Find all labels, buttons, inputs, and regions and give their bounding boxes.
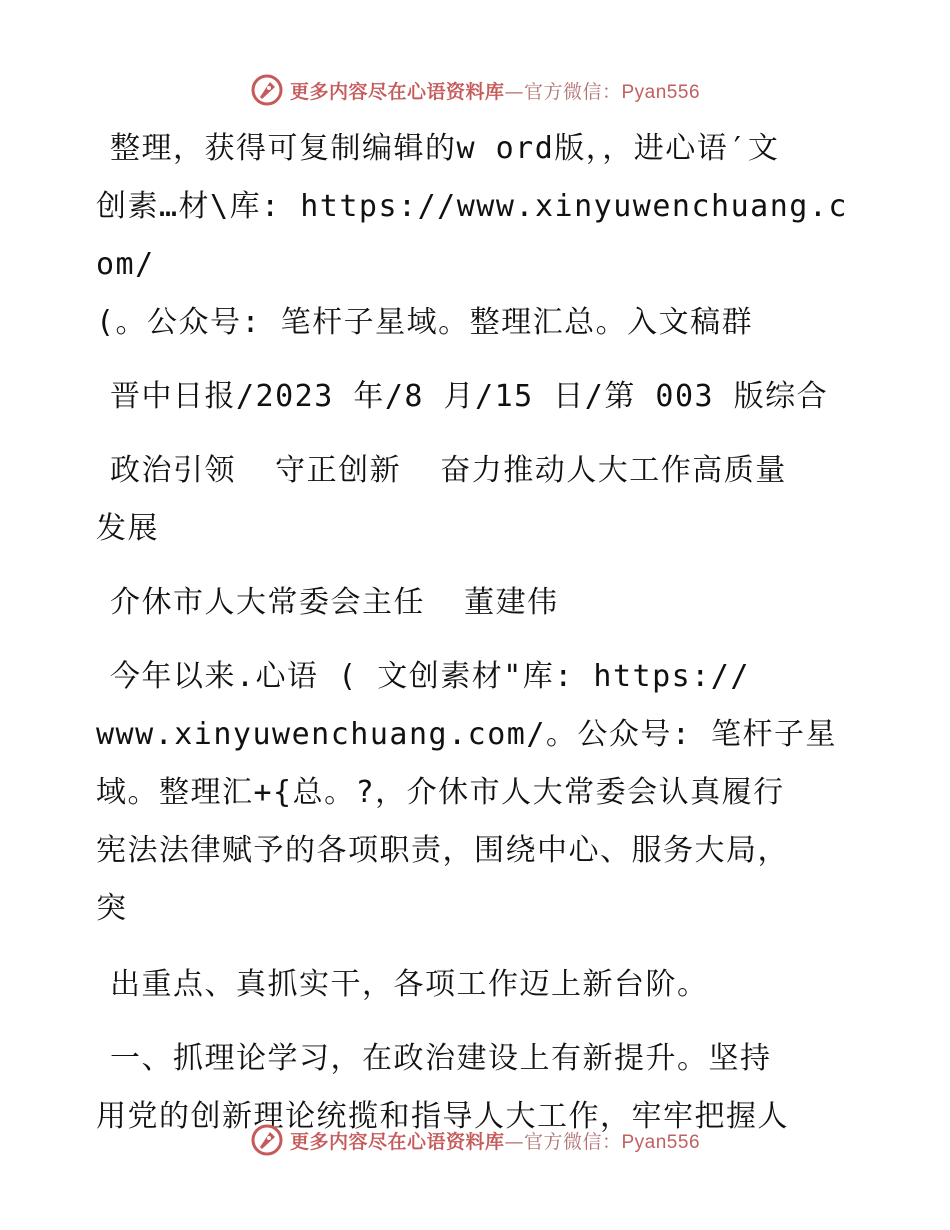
- article-title: [96, 442, 856, 558]
- document-body: [96, 120, 856, 1146]
- footer-watermark: [0, 1120, 950, 1160]
- watermark-wechat-label: 官方微信：: [523, 1130, 622, 1153]
- author-line: 介休市人大常委会主任 董建伟: [110, 585, 559, 620]
- intro-paragraph: [96, 120, 856, 352]
- body-line: 突: [96, 891, 128, 926]
- source-line: 晋中日报/2023 年/8 月/15 日/第 003 版综合: [110, 379, 829, 414]
- title-line: 发展: [96, 511, 159, 546]
- body-line: 域。整理汇+{总。?，介休市人大常委会认真履行: [96, 775, 785, 810]
- body-line: 宪法法律赋予的各项职责，围绕中心、服务大局，: [96, 833, 789, 868]
- body-line: 今年以来.心语 ( 文创素材"库: https://: [110, 659, 750, 694]
- body-line: 用党的创新理论统揽和指导人大工作，牢牢把握人: [96, 1099, 789, 1134]
- watermark-main-text: 更多内容尽在心语资料库: [289, 80, 505, 103]
- watermark-wechat-id: Pyan556: [621, 1131, 701, 1153]
- intro-line: 整理，获得可复制编辑的w ord版，，进心语′文: [110, 131, 780, 166]
- watermark-wechat-id: Pyan556: [621, 81, 701, 103]
- pen-nib-logo-icon: [250, 73, 284, 107]
- watermark-dash: —: [504, 80, 524, 103]
- body-paragraph: [96, 648, 856, 938]
- intro-line: 创素…材\库: https://www.xinyuwenchuang.com/: [96, 189, 848, 282]
- watermark-main-text: 更多内容尽在心语资料库: [289, 1130, 505, 1153]
- intro-line: (。公众号: 笔杆子星域。整理汇总。入文稿群: [96, 305, 754, 340]
- body-line: 出重点、真抓实干，各项工作迈上新台阶。: [110, 967, 709, 1002]
- header-watermark: [0, 70, 950, 110]
- watermark-wechat-label: 官方微信：: [523, 80, 622, 103]
- body-line: www.xinyuwenchuang.com/。公众号: 笔杆子星: [96, 717, 838, 752]
- title-line: 政治引领 守正创新 奋力推动人大工作高质量: [110, 453, 787, 488]
- pen-nib-logo-icon: [250, 1123, 284, 1157]
- watermark-dash: —: [504, 1130, 524, 1153]
- body-line: 一、抓理论学习，在政治建设上有新提升。坚持: [110, 1041, 772, 1076]
